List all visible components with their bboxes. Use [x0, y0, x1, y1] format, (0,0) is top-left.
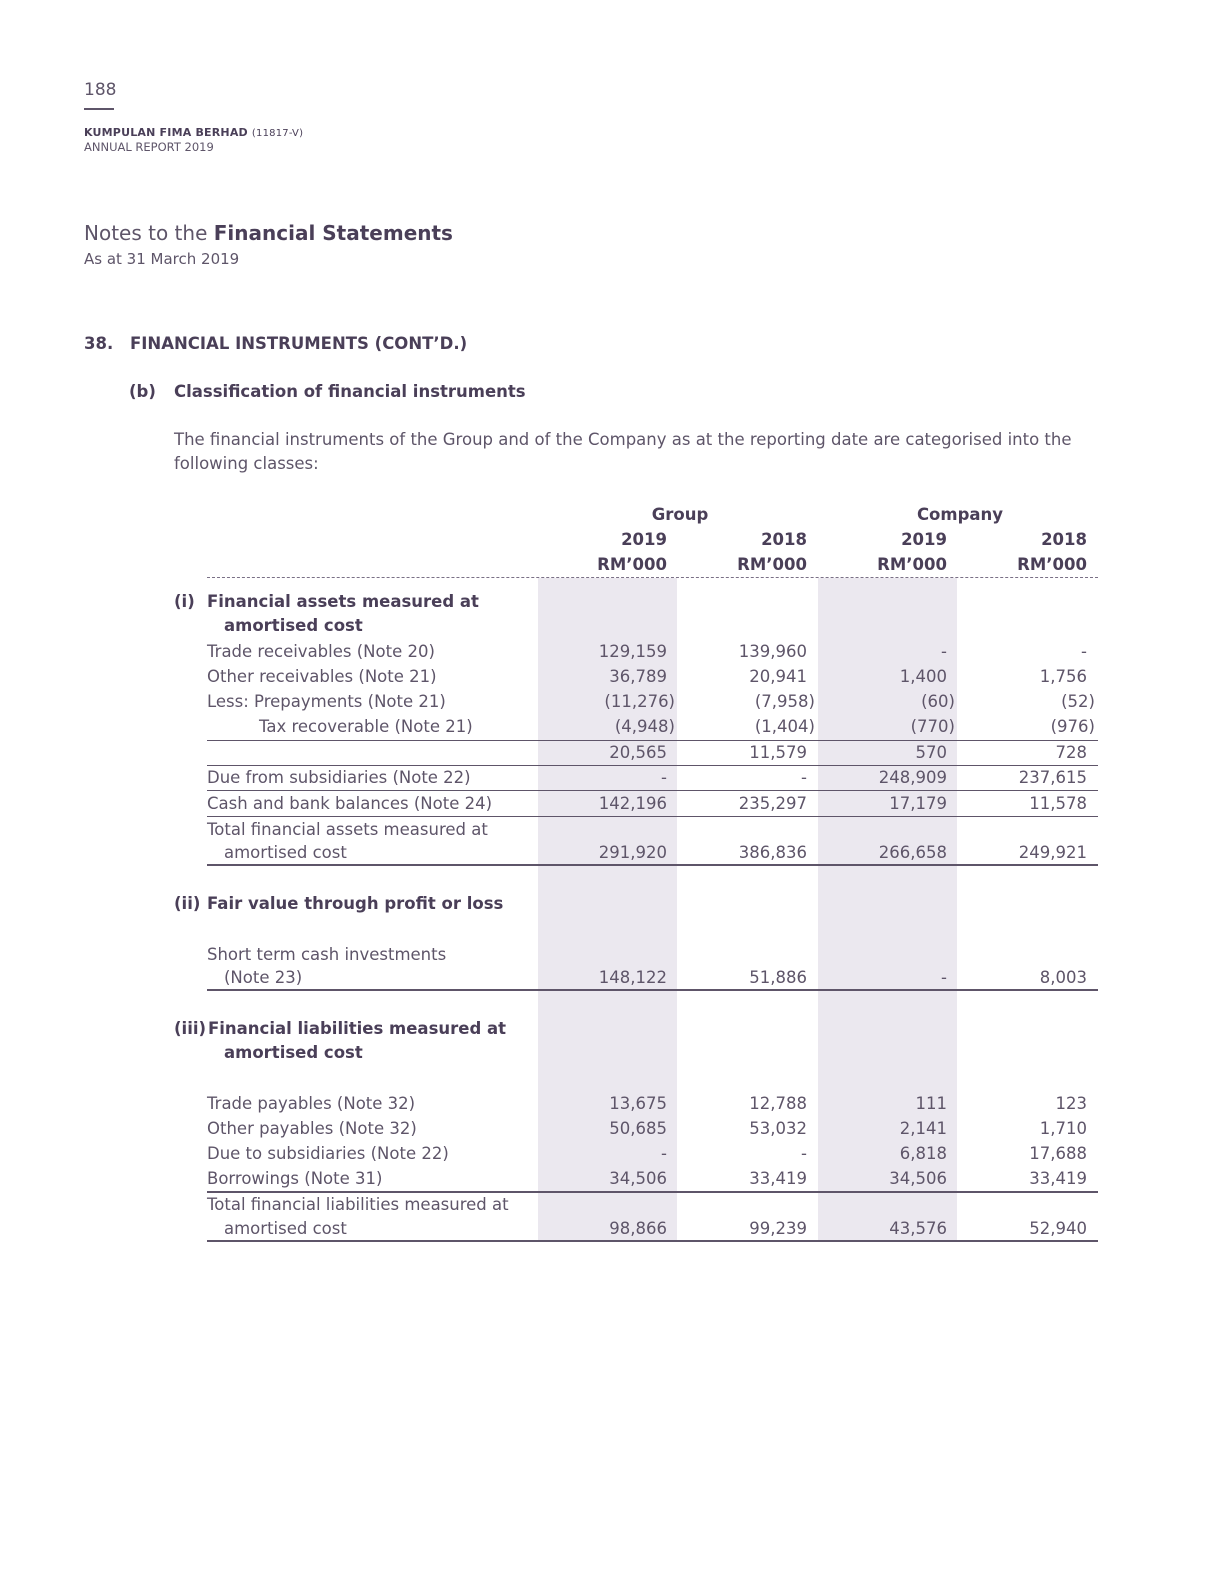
- row-rule: [207, 1191, 1098, 1193]
- cell-value: 1,400: [899, 667, 947, 686]
- total-label: Total financial liabilities measured at: [207, 1195, 509, 1214]
- cell-value: 51,886: [749, 968, 807, 987]
- cell-value: 2,141: [899, 1119, 947, 1138]
- cell-value: 11,578: [1029, 794, 1087, 813]
- company-name: [84, 126, 303, 139]
- cell-value: 1,756: [1039, 667, 1087, 686]
- header-divider: [207, 577, 1098, 578]
- header-unit-1: RM’000: [597, 555, 667, 574]
- row-label: Trade payables (Note 32): [207, 1094, 416, 1113]
- cell-value: (4,948): [614, 717, 675, 736]
- row-label-cont: (Note 23): [224, 968, 303, 987]
- cell-value: 20,941: [749, 667, 807, 686]
- subsection-heading: [129, 382, 526, 401]
- header-unit-2: RM’000: [737, 555, 807, 574]
- page-title-prefix: Notes to the: [84, 221, 208, 245]
- total-value: 52,940: [1029, 1219, 1087, 1238]
- total-label: Total financial assets measured at: [207, 820, 488, 839]
- total-rule: [207, 989, 1098, 991]
- cell-value: (770): [910, 717, 955, 736]
- row-label: Borrowings (Note 31): [207, 1169, 383, 1188]
- page-number-rule: [84, 108, 114, 110]
- cell-value: 34,506: [889, 1169, 947, 1188]
- header-group: Group: [651, 505, 709, 524]
- subsection-number: (b): [129, 382, 156, 401]
- cell-value: -: [941, 642, 947, 661]
- subtotal-value: 570: [915, 743, 947, 762]
- cell-value: (976): [1050, 717, 1095, 736]
- cell-value: 6,818: [899, 1144, 947, 1163]
- cell-value: -: [661, 1144, 667, 1163]
- cell-value: 139,960: [738, 642, 807, 661]
- cell-value: 248,909: [878, 768, 947, 787]
- cell-value: (60): [921, 692, 955, 711]
- page-title: [84, 221, 453, 245]
- row-rule: [207, 790, 1098, 791]
- cell-value: 17,688: [1029, 1144, 1087, 1163]
- cell-value: (11,276): [604, 692, 675, 711]
- row-label: Other receivables (Note 21): [207, 667, 437, 686]
- cell-value: 36,789: [609, 667, 667, 686]
- section-i-title: Financial assets measured at: [207, 592, 479, 611]
- row-rule: [207, 816, 1098, 817]
- row-label: Cash and bank balances (Note 24): [207, 794, 493, 813]
- cell-value: 33,419: [1029, 1169, 1087, 1188]
- report-name: ANNUAL REPORT 2019: [84, 140, 214, 154]
- section-ii-title: Fair value through profit or loss: [207, 894, 504, 913]
- total-value: 43,576: [889, 1219, 947, 1238]
- cell-value: 142,196: [598, 794, 667, 813]
- company-name-text: KUMPULAN FIMA BERHAD: [84, 126, 248, 139]
- cell-value: (1,404): [754, 717, 815, 736]
- cell-value: 237,615: [1018, 768, 1087, 787]
- cell-value: -: [941, 968, 947, 987]
- section-iii-title-cont: amortised cost: [224, 1043, 363, 1062]
- cell-value: 148,122: [598, 968, 667, 987]
- cell-value: 34,506: [609, 1169, 667, 1188]
- row-label: Trade receivables (Note 20): [207, 642, 435, 661]
- cell-value: 8,003: [1039, 968, 1087, 987]
- row-label: Other payables (Note 32): [207, 1119, 417, 1138]
- section-i-title-cont: amortised cost: [224, 616, 363, 635]
- total-value: 98,866: [609, 1219, 667, 1238]
- company-reg: (11817-V): [251, 128, 304, 139]
- header-year-4: 2018: [1041, 530, 1087, 549]
- subtotal-value: 728: [1055, 743, 1087, 762]
- row-label: Less: Prepayments (Note 21): [207, 692, 446, 711]
- cell-value: 12,788: [749, 1094, 807, 1113]
- total-value: 99,239: [749, 1219, 807, 1238]
- cell-value: 50,685: [609, 1119, 667, 1138]
- cell-value: 235,297: [738, 794, 807, 813]
- cell-value: 1,710: [1039, 1119, 1087, 1138]
- row-label: Short term cash investments: [207, 945, 447, 964]
- row-label: Due from subsidiaries (Note 22): [207, 768, 471, 787]
- intro-paragraph: The financial instruments of the Group and of the Company as at the reporting date are categorised into the following classes:: [174, 430, 1072, 473]
- cell-value: -: [801, 1144, 807, 1163]
- header-unit-4: RM’000: [1017, 555, 1087, 574]
- header-year-3: 2019: [901, 530, 947, 549]
- row-label: Tax recoverable (Note 21): [259, 717, 473, 736]
- cell-value: 111: [915, 1094, 947, 1113]
- cell-value: -: [801, 768, 807, 787]
- header-company: Company: [916, 505, 1004, 524]
- subtotal-value: 11,579: [749, 743, 807, 762]
- header-year-1: 2019: [621, 530, 667, 549]
- section-title: FINANCIAL INSTRUMENTS (CONT’D.): [130, 334, 468, 353]
- total-value: 249,921: [1018, 843, 1087, 862]
- subtotal-rule-bottom: [207, 765, 1098, 766]
- row-label: Due to subsidiaries (Note 22): [207, 1144, 449, 1163]
- section-iii-title: Financial liabilities measured at: [208, 1019, 507, 1038]
- subsection-title: Classification of financial instruments: [174, 382, 526, 401]
- total-value: 266,658: [878, 843, 947, 862]
- cell-value: 129,159: [598, 642, 667, 661]
- subtotal-rule-top: [207, 740, 1098, 741]
- section-number: 38.: [84, 334, 114, 353]
- page-number: 188: [84, 80, 117, 100]
- total-rule: [207, 1240, 1098, 1242]
- section-ii-number: (ii): [174, 894, 201, 913]
- section-i-number: (i): [174, 592, 195, 611]
- total-value: 291,920: [598, 843, 667, 862]
- page-title-bold: Financial Statements: [213, 221, 453, 245]
- total-label-cont: amortised cost: [224, 843, 347, 862]
- cell-value: 123: [1055, 1094, 1087, 1113]
- total-label-cont: amortised cost: [224, 1219, 347, 1238]
- cell-value: 53,032: [749, 1119, 807, 1138]
- cell-value: -: [661, 768, 667, 787]
- section-heading: [84, 334, 467, 353]
- total-rule: [207, 864, 1098, 866]
- cell-value: 13,675: [609, 1094, 667, 1113]
- header-unit-3: RM’000: [877, 555, 947, 574]
- cell-value: (52): [1061, 692, 1095, 711]
- cell-value: -: [1081, 642, 1087, 661]
- cell-value: 33,419: [749, 1169, 807, 1188]
- cell-value: (7,958): [754, 692, 815, 711]
- page-subtitle: As at 31 March 2019: [84, 250, 240, 268]
- header-year-2: 2018: [761, 530, 807, 549]
- subtotal-value: 20,565: [609, 743, 667, 762]
- section-iii-number: (iii): [174, 1019, 207, 1038]
- total-value: 386,836: [738, 843, 807, 862]
- cell-value: 17,179: [889, 794, 947, 813]
